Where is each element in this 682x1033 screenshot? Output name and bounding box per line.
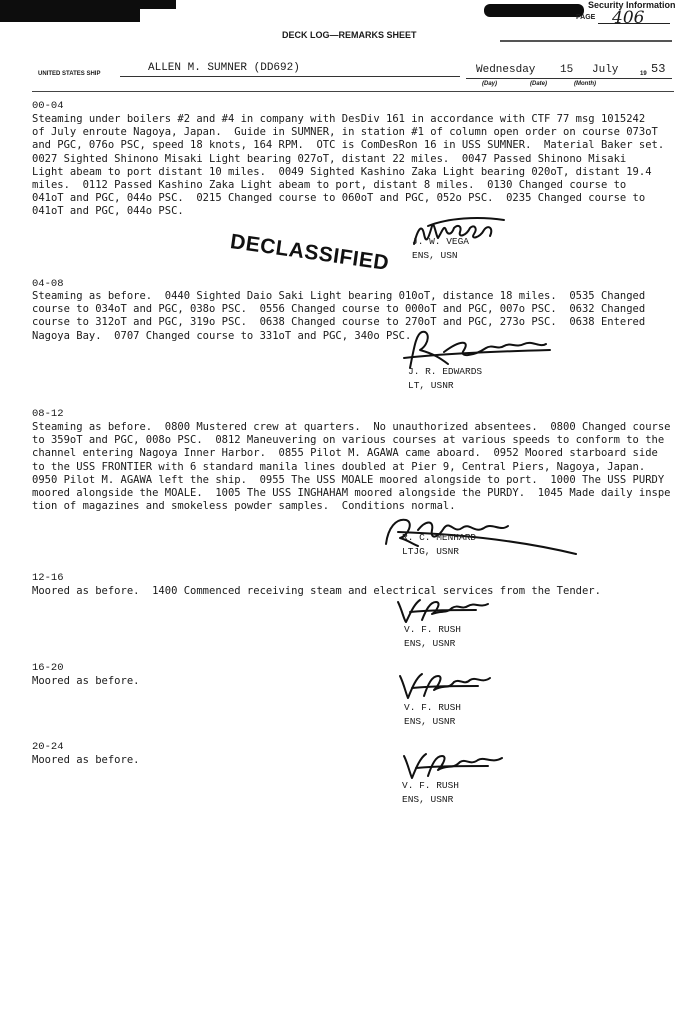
log-day: Wednesday <box>476 64 536 76</box>
watch-remarks-16-20: Moored as before. <box>32 675 140 687</box>
signature-rush-20-24 <box>398 750 510 784</box>
signer-rank-00-04: ENS, USN <box>412 250 458 261</box>
signer-name-00-04: J. W. VEGA <box>412 236 470 247</box>
signer-rank-04-08: LT, USNR <box>408 380 454 391</box>
signer-rank-20-24: ENS, USNR <box>402 794 454 805</box>
watch-time-00-04: 00-04 <box>32 100 64 112</box>
page-number-underline <box>598 23 670 24</box>
signer-name-12-16: V. F. RUSH <box>404 624 462 635</box>
signer-name-04-08: J. R. EDWARDS <box>408 366 483 377</box>
header-bottom-rule <box>32 91 674 92</box>
watch-remarks-04-08: Steaming as before. 0440 Sighted Daio Saki Light bearing 010oT, distance 18 miles. 0535 Changed course to 034oT and PGC, 038o PSC. 0556 Changed course to 000oT and PGC, 007o PSC. 0632 Changed course to 312oT and PGC, 319o PSC. 0638 Changed course to 270oT and PGC, 273o PSC. 0638 Entered Nagoya Bay. 0707 Changed course to 331oT and PGC, 340o PSC. <box>32 290 646 342</box>
signer-name-16-20: V. F. RUSH <box>404 702 462 713</box>
watch-time-04-08: 04-08 <box>32 278 64 290</box>
watch-time-08-12: 08-12 <box>32 408 64 420</box>
signer-rank-16-20: ENS, USNR <box>404 716 456 727</box>
signer-rank-08-12: LTJG, USNR <box>402 546 460 557</box>
watch-remarks-00-04: Steaming under boilers #2 and #4 in company with DesDiv 161 in accordance with CTF 77 msg 1015242 of July enroute Nagoya, Japan. Guide in SUMNER, in station #1 of column open order on course 073oT and PGC, 076o PSC, speed 18 knots, 164 RPM. OTC is ComDesRon 16 in USS SUMNER. Material Baker set. 0027 Sighted Shinono Misaki Light bearing 027oT, distant 22 miles. 0047 Passed Shinono Misaki Light abeam to port distant 10 miles. 0049 Sighted Kashino Zaka Light bearing 020oT, distant 19.4 miles. 0112 Passed Kashino Zaka Light abeam to port, distant 8 miles. 0130 Changed course to 041oT and PGC, 044o PSC. 0215 Changed course to 060oT and PGC, 052o PSC. 0235 Changed course to 041oT and PGC, 044o PSC. <box>32 113 665 218</box>
page-label: PAGE <box>576 14 596 21</box>
watch-remarks-08-12: Steaming as before. 0800 Mustered crew at quarters. No unauthorized absentees. 0800 Changed course to 359oT and PGC, 008o PSC. 0812 Maneuvering on various courses at various speeds to conform to the channel entering Nagoya Inner Harbor. 0855 Pilot M. AGAWA came aboard. 0952 Moored starboard side to the USS FRONTIER with 6 standard manila lines doubled at Pier 9, Central Piers, Nagoya, Japan. 0950 Pilot M. AGAWA left the ship. 0955 The USS MOALE moored alongside to port. 1000 The USS PURDY moored alongside the MOALE. 1005 The USS INGHAHAM moored alongside the PURDY. 1045 Made daily inspe tion of magazines and smokeless powder samples. Conditions normal. <box>32 421 671 513</box>
log-year: 53 <box>651 62 666 76</box>
ship-name: ALLEN M. SUMNER (DD692) <box>148 62 300 74</box>
signer-name-08-12: R. C. MENHARD <box>402 532 477 543</box>
signer-name-20-24: V. F. RUSH <box>402 780 460 791</box>
day-caption: (Day) <box>482 81 498 87</box>
declassified-stamp: DECLASSIFIED <box>228 230 391 276</box>
month-caption: (Month) <box>574 81 596 87</box>
watch-time-20-24: 20-24 <box>32 741 64 753</box>
header-rule-right <box>500 40 672 42</box>
sheet-title: DECK LOG—REMARKS SHEET <box>282 30 417 40</box>
log-date: 15 <box>560 64 574 76</box>
page-number: 406 <box>612 8 645 28</box>
signer-rank-12-16: ENS, USNR <box>404 638 456 649</box>
watch-remarks-20-24: Moored as before. <box>32 754 140 766</box>
watch-time-12-16: 12-16 <box>32 572 64 584</box>
redaction-bar-left-lower <box>0 9 140 22</box>
watch-remarks-12-16: Moored as before. 1400 Commenced receiving steam and electrical services from the Tender. <box>32 585 601 597</box>
date-caption: (Date) <box>530 81 548 87</box>
security-information-label: Security Information <box>588 0 676 10</box>
ship-name-underline <box>120 76 460 77</box>
ship-label: UNITED STATES SHIP <box>38 71 101 77</box>
date-underline <box>466 78 672 79</box>
watch-time-16-20: 16-20 <box>32 662 64 674</box>
signature-rush-16-20 <box>394 670 498 704</box>
redaction-bar-right <box>484 4 584 17</box>
log-year-prefix: 19 <box>640 71 647 77</box>
redaction-bar-left <box>0 0 176 9</box>
log-month: July <box>592 64 619 76</box>
